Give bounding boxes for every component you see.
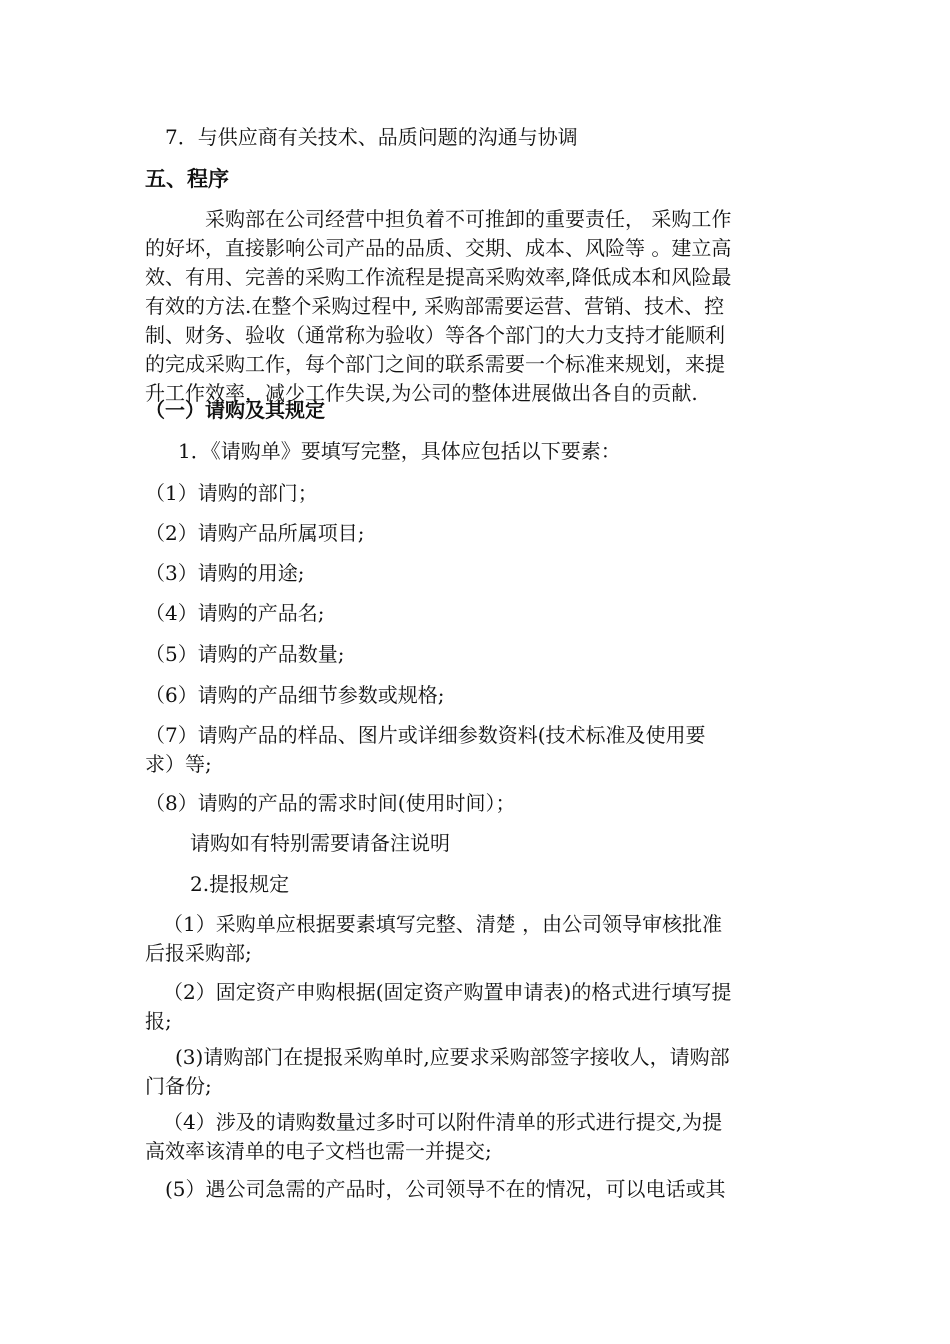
intro-line: 效、有用、完善的采购工作流程是提高采购效率,降低成本和风险最 (145, 265, 732, 289)
requisition-form-heading: 1．《请购单》要填写完整，具体应包括以下要素： (178, 439, 621, 463)
intro-line: 的完成采购工作，每个部门之间的联系需要一个标准来规划，来提 (145, 352, 725, 376)
intro-line: 采购部在公司经营中担负着不可推卸的重要责任， 采购工作 (145, 207, 732, 231)
rule-2-heading: 2.提报规定 (190, 872, 290, 896)
intro-line: 的好坏，直接影响公司产品的品质、交期、成本、风险等 。建立高 (145, 236, 732, 260)
rule-item (145, 978, 810, 1036)
rule-line: 后报采购部; (145, 941, 252, 965)
intro-line: 升工作效率，减少工作失误,为公司的整体进展做出各自的贡献. (145, 381, 698, 405)
rule-line: （4）涉及的请购数量过多时可以附件清单的形式进行提交,为提 (163, 1110, 723, 1134)
item-7-text: 7．与供应商有关技术、品质问题的沟通与协调 (165, 125, 578, 149)
list-item-7 (145, 721, 810, 779)
list-item: （1）请购的部门； (145, 481, 318, 505)
rule-line: 高效率该清单的电子文档也需一并提交; (145, 1139, 492, 1163)
list-item: （6）请购的产品细节参数或规格; (145, 683, 445, 707)
list-item: （2）请购产品所属项目; (145, 521, 365, 545)
rule-line: 报; (145, 1009, 172, 1033)
intro-line: 有效的方法.在整个采购过程中, 采购部需要运营、营销、技术、控 (145, 294, 725, 318)
rule-line: （2）固定资产申购根据(固定资产购置申请表)的格式进行填写提 (163, 980, 732, 1004)
rule-item (145, 910, 810, 968)
rule-item (145, 1043, 810, 1101)
rule-line: 门备份; (145, 1074, 212, 1098)
section-title-procedure: 五、程序 (145, 167, 229, 191)
note-text: 请购如有特别需要请备注说明 (190, 831, 450, 855)
rule-item (145, 1108, 810, 1166)
intro-paragraph (145, 205, 810, 408)
list-item: （5）请购的产品数量; (145, 642, 345, 666)
list-item: （4）请购的产品名; (145, 601, 325, 625)
rule-line: （1）采购单应根据要素填写完整、清楚 ，由公司领导审核批准 (163, 912, 723, 936)
rule-item-5: (5）遇公司急需的产品时，公司领导不在的情况，可以电话或其 (165, 1177, 726, 1201)
list-item-line: 求）等; (145, 752, 212, 776)
subsection-title-requisition: （一）请购及其规定 (145, 398, 325, 422)
intro-line: 制、财务、验收（通常称为验收）等各个部门的大力支持才能顺利 (145, 323, 725, 347)
list-item: （3）请购的用途; (145, 561, 305, 585)
list-item-line: （7）请购产品的样品、图片或详细参数资料(技术标准及使用要 (145, 723, 706, 747)
list-item-8: （8）请购的产品的需求时间(使用时间）； (145, 791, 516, 815)
rule-line: (3)请购部门在提报采购单时,应要求采购部签字接收人，请购部 (175, 1045, 730, 1069)
